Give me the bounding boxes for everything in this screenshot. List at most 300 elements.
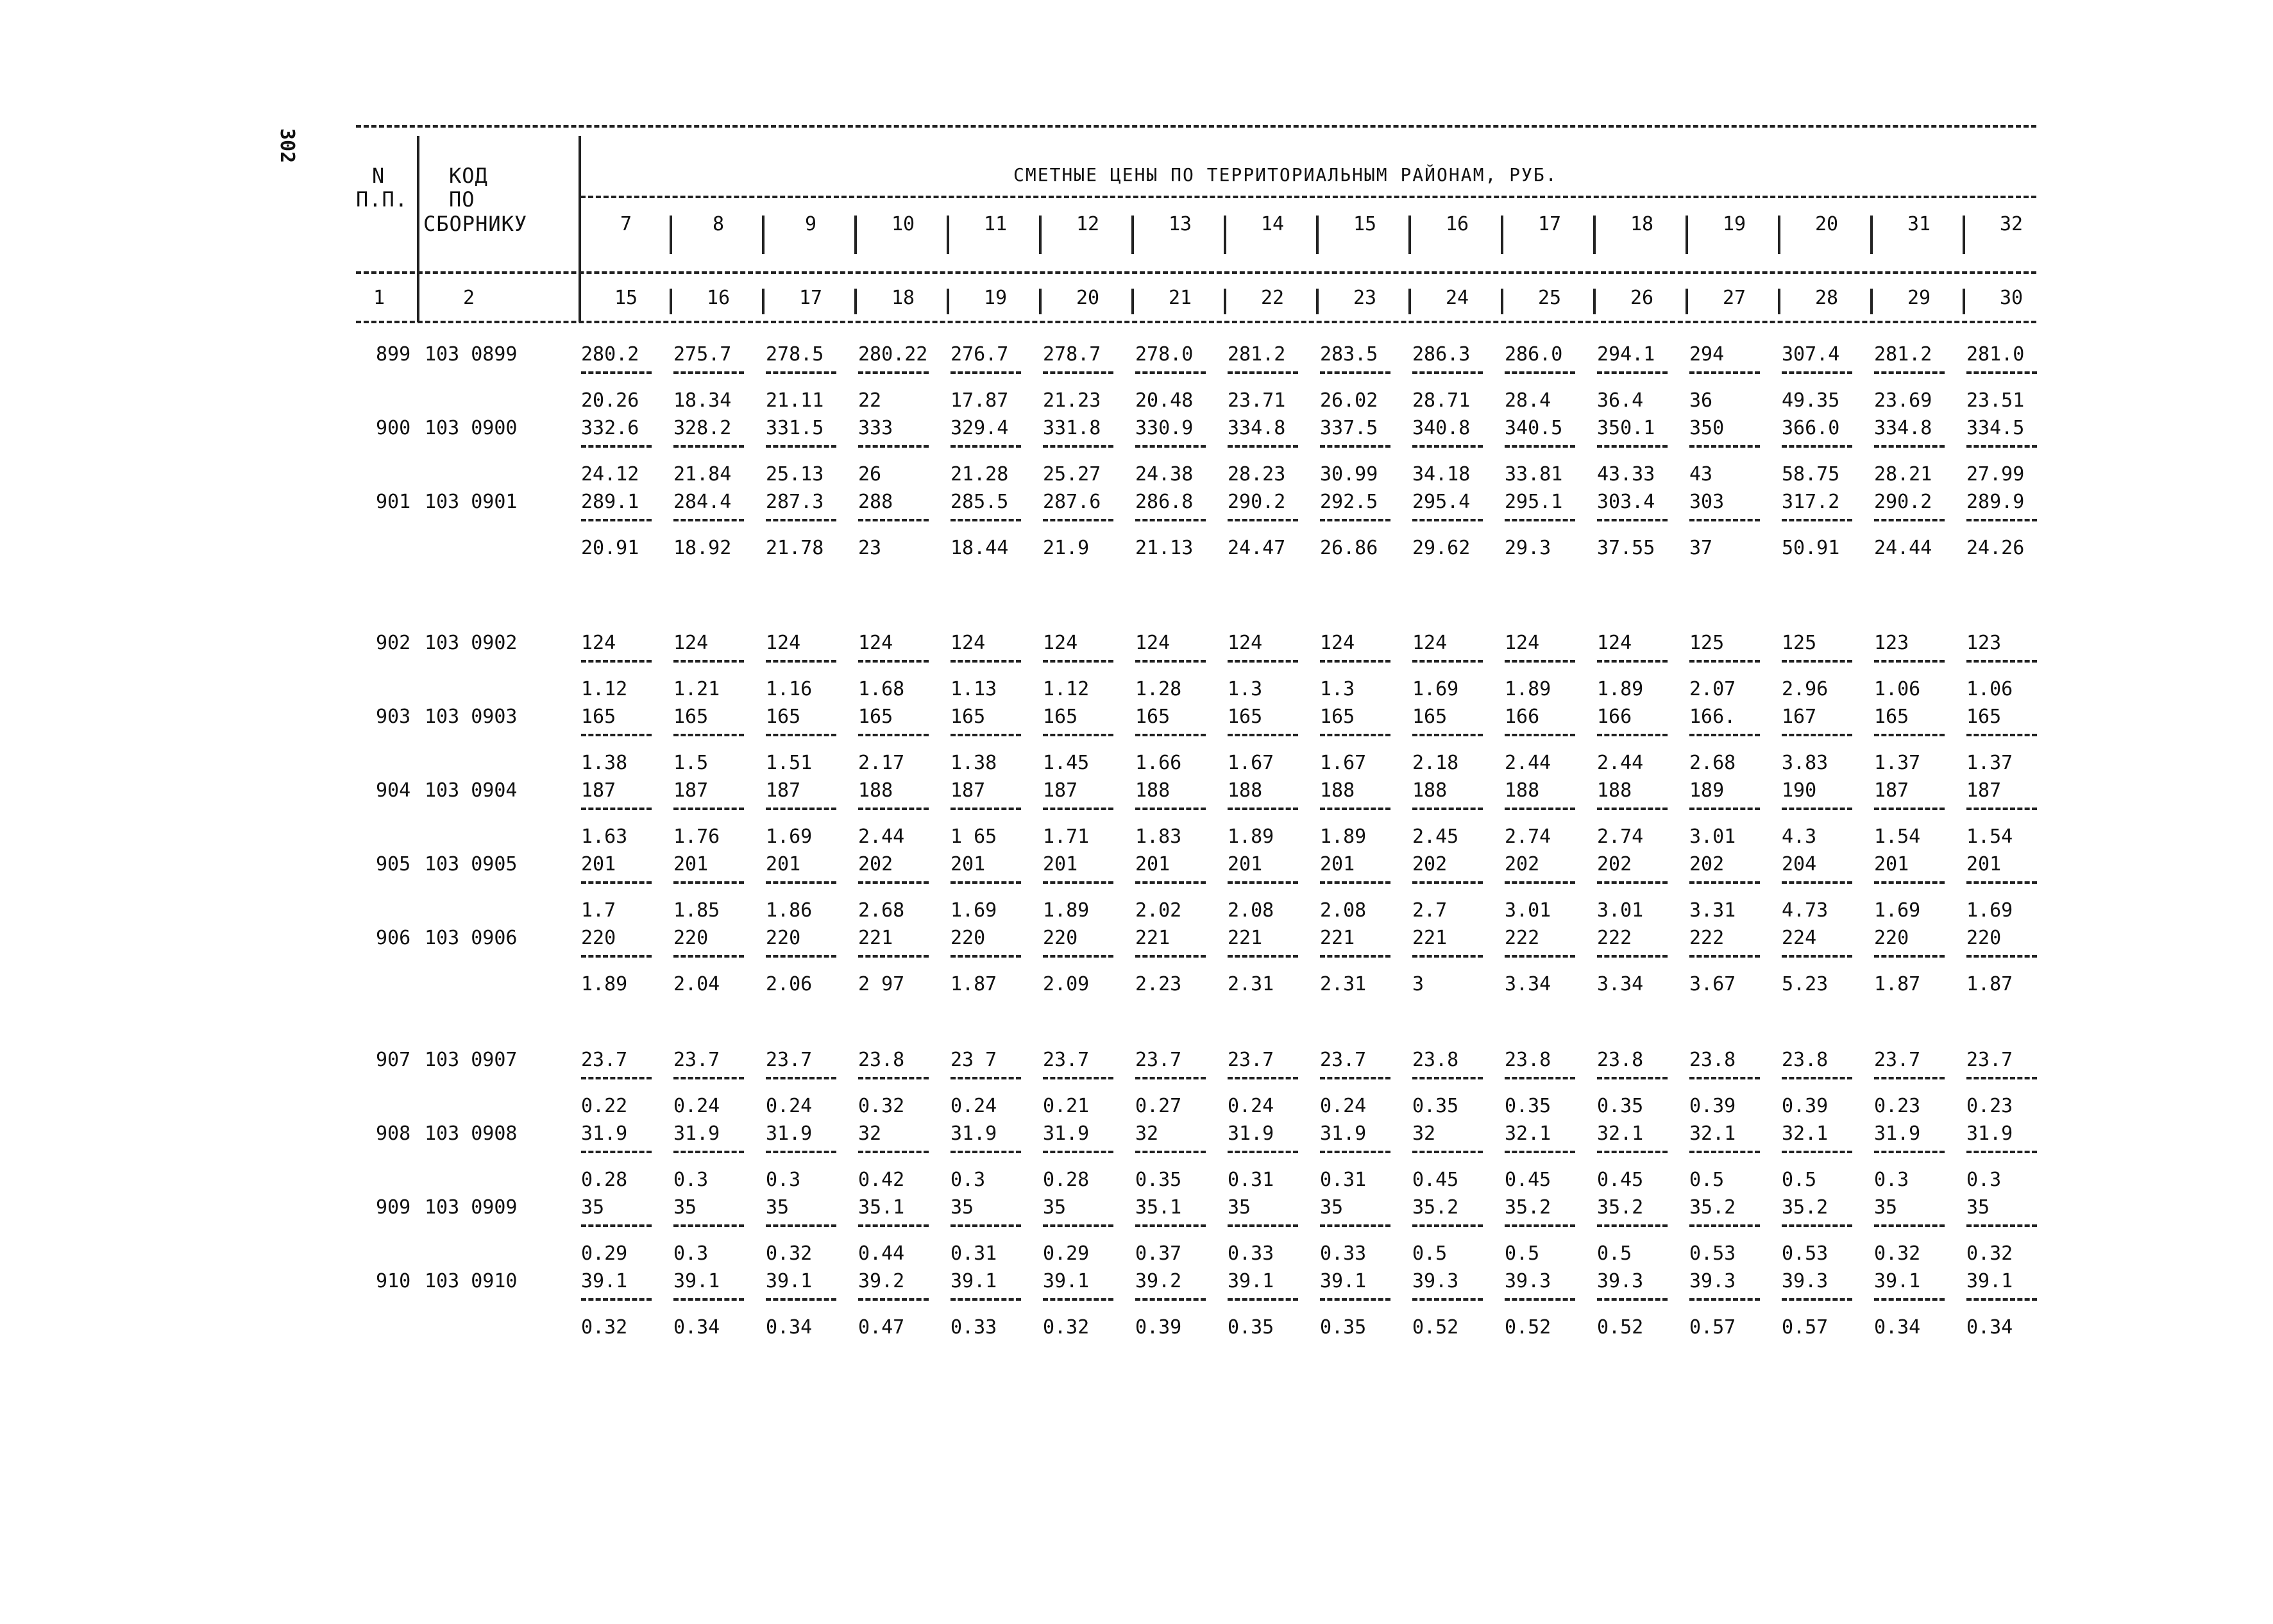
- value-divider: [951, 1298, 1021, 1301]
- value-divider: [1597, 808, 1668, 810]
- index-separator: [1501, 289, 1503, 314]
- price-value: 280.22: [858, 343, 928, 366]
- value-divider: [1043, 1077, 1113, 1079]
- value-divider: [766, 808, 836, 810]
- price-sub-value: 1.45: [1043, 752, 1090, 774]
- price-sub-value: 0.32: [1043, 1316, 1090, 1339]
- price-value: 202: [1412, 853, 1448, 875]
- value-divider: [951, 734, 1021, 736]
- price-sub-value: 1.69: [1874, 899, 1921, 922]
- price-sub-value: 0.21: [1043, 1095, 1090, 1117]
- value-divider: [858, 955, 929, 958]
- value-divider: [1228, 660, 1298, 663]
- column-index: 19: [983, 287, 1008, 309]
- value-divider: [1135, 1224, 1206, 1227]
- value-divider: [1228, 734, 1298, 736]
- price-sub-value: 0.35: [1412, 1095, 1459, 1117]
- value-divider: [766, 371, 836, 374]
- price-sub-value: 1.06: [1874, 678, 1921, 700]
- price-sub-value: 33.81: [1505, 463, 1563, 486]
- price-value: 280.2: [581, 343, 639, 366]
- price-sub-value: 1.69: [951, 899, 997, 922]
- header-pp-label: П.П.: [356, 187, 409, 212]
- price-sub-value: 0.5: [1412, 1242, 1448, 1265]
- value-divider: [766, 881, 836, 884]
- price-value: 187: [581, 779, 616, 802]
- price-sub-value: 23: [858, 537, 882, 559]
- value-divider: [1228, 1151, 1298, 1153]
- district-number: 17: [1537, 213, 1562, 235]
- value-divider: [1320, 371, 1390, 374]
- value-divider: [1782, 808, 1852, 810]
- column-index: 21: [1168, 287, 1192, 309]
- price-value: 32.1: [1597, 1122, 1644, 1145]
- price-sub-value: 1.69: [1412, 678, 1459, 700]
- value-divider: [858, 660, 929, 663]
- district-separator: [1686, 216, 1688, 254]
- price-sub-value: 1.37: [1966, 752, 2013, 774]
- price-sub-value: 0.35: [1597, 1095, 1644, 1117]
- price-value: 35: [1043, 1196, 1067, 1219]
- value-divider: [1412, 371, 1483, 374]
- value-divider: [951, 371, 1021, 374]
- price-value: 23.7: [581, 1049, 628, 1071]
- price-value: 221: [858, 927, 893, 949]
- price-value: 201: [1874, 853, 1909, 875]
- price-value: 124: [673, 632, 709, 654]
- price-value: 295.1: [1505, 491, 1563, 513]
- value-divider: [1505, 955, 1575, 958]
- price-sub-value: 2.18: [1412, 752, 1459, 774]
- index-separator: [1963, 289, 1965, 314]
- value-divider: [1966, 660, 2037, 663]
- value-divider: [1689, 371, 1760, 374]
- price-sub-value: 2.44: [1597, 752, 1644, 774]
- price-sub-value: 1.66: [1135, 752, 1182, 774]
- price-value: 275.7: [673, 343, 732, 366]
- header-collection-label: СБОРНИКУ: [423, 212, 528, 236]
- price-value: 331.8: [1043, 417, 1101, 439]
- price-sub-value: 17.87: [951, 389, 1009, 412]
- price-sub-value: 2.7: [1412, 899, 1448, 922]
- value-divider: [1320, 1298, 1390, 1301]
- price-sub-value: 0.23: [1874, 1095, 1921, 1117]
- price-value: 337.5: [1320, 417, 1378, 439]
- price-sub-value: 0.35: [1320, 1316, 1367, 1339]
- price-value: 124: [858, 632, 893, 654]
- value-divider: [1782, 1224, 1852, 1227]
- row-number: 900: [376, 417, 411, 439]
- price-value: 39.3: [1412, 1270, 1459, 1292]
- price-sub-value: 0.39: [1135, 1316, 1182, 1339]
- price-value: 286.8: [1135, 491, 1194, 513]
- price-value: 284.4: [673, 491, 732, 513]
- value-divider: [1689, 1224, 1760, 1227]
- value-divider: [581, 955, 652, 958]
- price-sub-value: 0.57: [1689, 1316, 1736, 1339]
- value-divider: [1782, 660, 1852, 663]
- price-sub-value: 2.06: [766, 973, 813, 995]
- header-number-label: N: [372, 164, 385, 188]
- index-separator: [947, 289, 949, 314]
- price-sub-value: 1.38: [951, 752, 997, 774]
- price-sub-value: 1.87: [1874, 973, 1921, 995]
- price-value: 202: [1505, 853, 1540, 875]
- price-sub-value: 1.76: [673, 825, 720, 848]
- price-sub-value: 0.32: [858, 1095, 905, 1117]
- column-index: 16: [706, 287, 731, 309]
- value-divider: [766, 734, 836, 736]
- value-divider: [1782, 1151, 1852, 1153]
- price-sub-value: 26.02: [1320, 389, 1378, 412]
- row-number: 901: [376, 491, 411, 513]
- price-value: 303: [1689, 491, 1725, 513]
- price-sub-value: 1.85: [673, 899, 720, 922]
- column-index: 18: [891, 287, 915, 309]
- index-separator: [762, 289, 765, 314]
- price-sub-value: 2 97: [858, 973, 905, 995]
- price-sub-value: 24.44: [1874, 537, 1932, 559]
- price-value: 31.9: [1320, 1122, 1367, 1145]
- price-sub-value: 0.27: [1135, 1095, 1182, 1117]
- price-value: 221: [1320, 927, 1355, 949]
- price-value: 220: [1043, 927, 1078, 949]
- price-sub-value: 21.13: [1135, 537, 1194, 559]
- price-value: 220: [951, 927, 986, 949]
- district-number: 16: [1445, 213, 1469, 235]
- district-number: 15: [1353, 213, 1377, 235]
- value-divider: [1689, 1298, 1760, 1301]
- price-value: 201: [1966, 853, 2002, 875]
- price-value: 295.4: [1412, 491, 1471, 513]
- row-number: 910: [376, 1270, 411, 1292]
- price-value: 35: [766, 1196, 790, 1219]
- price-value: 332.6: [581, 417, 639, 439]
- price-value: 204: [1782, 853, 1817, 875]
- price-value: 220: [581, 927, 616, 949]
- price-sub-value: 1.12: [1043, 678, 1090, 700]
- price-value: 39.3: [1505, 1270, 1551, 1292]
- value-divider: [673, 519, 744, 521]
- price-sub-value: 0.5: [1505, 1242, 1540, 1265]
- price-value: 290.2: [1874, 491, 1932, 513]
- price-value: 23.8: [1597, 1049, 1644, 1071]
- price-value: 31.9: [581, 1122, 628, 1145]
- price-sub-value: 2.68: [858, 899, 905, 922]
- price-value: 39.1: [673, 1270, 720, 1292]
- price-sub-value: 0.35: [1505, 1095, 1551, 1117]
- price-value: 124: [1412, 632, 1448, 654]
- price-value: 35.2: [1412, 1196, 1459, 1219]
- value-divider: [766, 445, 836, 448]
- price-sub-value: 2.31: [1228, 973, 1274, 995]
- price-sub-value: 5.23: [1782, 973, 1829, 995]
- price-value: 165: [1412, 706, 1448, 728]
- value-divider: [1597, 734, 1668, 736]
- value-divider: [1228, 445, 1298, 448]
- price-value: 31.9: [673, 1122, 720, 1145]
- header-po-label: ПО: [449, 187, 475, 212]
- price-value: 39.1: [1228, 1270, 1274, 1292]
- price-value: 165: [581, 706, 616, 728]
- price-sub-value: 0.34: [766, 1316, 813, 1339]
- value-divider: [581, 519, 652, 521]
- price-value: 201: [951, 853, 986, 875]
- value-divider: [1043, 519, 1113, 521]
- price-value: 290.2: [1228, 491, 1286, 513]
- value-divider: [1320, 881, 1390, 884]
- value-divider: [1412, 445, 1483, 448]
- price-value: 222: [1597, 927, 1632, 949]
- price-sub-value: 1 65: [951, 825, 997, 848]
- price-value: 294.1: [1597, 343, 1655, 366]
- price-value: 39.1: [766, 1270, 813, 1292]
- header-title-rule: [580, 196, 2036, 198]
- district-separator: [762, 216, 765, 254]
- value-divider: [1320, 445, 1390, 448]
- value-divider: [1597, 1077, 1668, 1079]
- district-separator: [1870, 216, 1873, 254]
- value-divider: [1782, 1077, 1852, 1079]
- price-sub-value: 36.4: [1597, 389, 1644, 412]
- value-divider: [1689, 445, 1760, 448]
- price-value: 307.4: [1782, 343, 1840, 366]
- price-sub-value: 23.51: [1966, 389, 2025, 412]
- price-value: 23 7: [951, 1049, 997, 1071]
- value-divider: [581, 660, 652, 663]
- price-value: 35: [581, 1196, 605, 1219]
- price-sub-value: 21.84: [673, 463, 732, 486]
- price-sub-value: 28.71: [1412, 389, 1471, 412]
- value-divider: [1689, 519, 1760, 521]
- price-sub-value: 1.3: [1320, 678, 1355, 700]
- value-divider: [1782, 1298, 1852, 1301]
- district-separator: [1224, 216, 1226, 254]
- value-divider: [1874, 1077, 1945, 1079]
- value-divider: [951, 1224, 1021, 1227]
- value-divider: [673, 445, 744, 448]
- value-divider: [1320, 1077, 1390, 1079]
- value-divider: [1782, 519, 1852, 521]
- price-value: 35: [673, 1196, 697, 1219]
- price-sub-value: 29.62: [1412, 537, 1471, 559]
- value-divider: [1689, 881, 1760, 884]
- price-sub-value: 0.33: [951, 1316, 997, 1339]
- value-divider: [1689, 1077, 1760, 1079]
- price-value: 188: [1412, 779, 1448, 802]
- column-index: 15: [614, 287, 638, 309]
- price-sub-value: 1.89: [1597, 678, 1644, 700]
- row-number: 903: [376, 706, 411, 728]
- value-divider: [1135, 1077, 1206, 1079]
- value-divider: [1412, 808, 1483, 810]
- price-value: 201: [766, 853, 801, 875]
- price-value: 166: [1597, 706, 1632, 728]
- price-sub-value: 28.4: [1505, 389, 1551, 412]
- price-value: 201: [581, 853, 616, 875]
- value-divider: [1966, 1298, 2037, 1301]
- value-divider: [1412, 519, 1483, 521]
- price-value: 35.1: [858, 1196, 905, 1219]
- value-divider: [1782, 881, 1852, 884]
- price-value: 334.8: [1874, 417, 1932, 439]
- price-value: 31.9: [1874, 1122, 1921, 1145]
- value-divider: [1043, 955, 1113, 958]
- price-value: 340.5: [1505, 417, 1563, 439]
- price-value: 201: [1043, 853, 1078, 875]
- value-divider: [1412, 1224, 1483, 1227]
- price-value: 317.2: [1782, 491, 1840, 513]
- value-divider: [1135, 445, 1206, 448]
- price-value: 165: [766, 706, 801, 728]
- price-value: 39.3: [1782, 1270, 1829, 1292]
- price-value: 334.5: [1966, 417, 2025, 439]
- value-divider: [1320, 519, 1390, 521]
- value-divider: [858, 445, 929, 448]
- price-sub-value: 0.3: [673, 1242, 709, 1265]
- price-value: 124: [1505, 632, 1540, 654]
- value-divider: [673, 660, 744, 663]
- price-value: 222: [1505, 927, 1540, 949]
- price-sub-value: 0.28: [1043, 1169, 1090, 1191]
- price-sub-value: 1.54: [1966, 825, 2013, 848]
- price-sub-value: 0.29: [581, 1242, 628, 1265]
- index-separator: [1039, 289, 1042, 314]
- price-value: 39.3: [1597, 1270, 1644, 1292]
- row-number: 908: [376, 1122, 411, 1145]
- value-divider: [951, 1077, 1021, 1079]
- header-district-rule: [356, 271, 2036, 274]
- price-value: 221: [1412, 927, 1448, 949]
- price-sub-value: 0.35: [1228, 1316, 1274, 1339]
- price-sub-value: 1.83: [1135, 825, 1182, 848]
- price-value: 187: [673, 779, 709, 802]
- price-sub-value: 29.3: [1505, 537, 1551, 559]
- price-value: 23.8: [1782, 1049, 1829, 1071]
- price-sub-value: 20.91: [581, 537, 639, 559]
- price-sub-value: 0.57: [1782, 1316, 1829, 1339]
- value-divider: [1043, 371, 1113, 374]
- price-value: 350: [1689, 417, 1725, 439]
- row-code: 103 0902: [425, 632, 518, 654]
- price-sub-value: 0.45: [1412, 1169, 1459, 1191]
- price-value: 124: [1597, 632, 1632, 654]
- price-sub-value: 25.13: [766, 463, 824, 486]
- value-divider: [1412, 1077, 1483, 1079]
- value-divider: [1597, 519, 1668, 521]
- value-divider: [1320, 955, 1390, 958]
- value-divider: [1043, 1298, 1113, 1301]
- price-sub-value: 2.08: [1320, 899, 1367, 922]
- column-index: 29: [1907, 287, 1931, 309]
- price-value: 124: [1228, 632, 1263, 654]
- district-separator: [1039, 216, 1042, 254]
- value-divider: [673, 1151, 744, 1153]
- value-divider: [858, 519, 929, 521]
- value-divider: [673, 371, 744, 374]
- value-divider: [766, 1151, 836, 1153]
- price-sub-value: 3.31: [1689, 899, 1736, 922]
- value-divider: [581, 1224, 652, 1227]
- value-divider: [1966, 1077, 2037, 1079]
- price-sub-value: 0.3: [766, 1169, 801, 1191]
- value-divider: [858, 1077, 929, 1079]
- value-divider: [766, 519, 836, 521]
- price-value: 124: [1135, 632, 1170, 654]
- value-divider: [581, 881, 652, 884]
- value-divider: [1505, 660, 1575, 663]
- value-divider: [858, 734, 929, 736]
- price-value: 23.8: [1412, 1049, 1459, 1071]
- price-value: 165: [858, 706, 893, 728]
- price-value: 292.5: [1320, 491, 1378, 513]
- price-sub-value: 43.33: [1597, 463, 1655, 486]
- row-number: 907: [376, 1049, 411, 1071]
- price-value: 278.7: [1043, 343, 1101, 366]
- price-value: 201: [1228, 853, 1263, 875]
- price-value: 124: [951, 632, 986, 654]
- price-value: 167: [1782, 706, 1817, 728]
- price-value: 289.9: [1966, 491, 2025, 513]
- price-value: 201: [1135, 853, 1170, 875]
- price-value: 221: [1228, 927, 1263, 949]
- value-divider: [1043, 1224, 1113, 1227]
- index-separator: [1778, 289, 1780, 314]
- value-divider: [1597, 371, 1668, 374]
- price-value: 39.2: [1135, 1270, 1182, 1292]
- price-sub-value: 1.68: [858, 678, 905, 700]
- price-value: 278.5: [766, 343, 824, 366]
- price-sub-value: 3.01: [1505, 899, 1551, 922]
- price-sub-value: 1.51: [766, 752, 813, 774]
- price-sub-value: 3.83: [1782, 752, 1829, 774]
- price-value: 23.7: [673, 1049, 720, 1071]
- price-value: 334.8: [1228, 417, 1286, 439]
- price-sub-value: 3.34: [1597, 973, 1644, 995]
- price-sub-value: 2.17: [858, 752, 905, 774]
- price-sub-value: 1.13: [951, 678, 997, 700]
- value-divider: [1412, 881, 1483, 884]
- price-sub-value: 4.3: [1782, 825, 1817, 848]
- price-sub-value: 21.9: [1043, 537, 1090, 559]
- price-sub-value: 18.34: [673, 389, 732, 412]
- value-divider: [673, 1224, 744, 1227]
- price-sub-value: 0.29: [1043, 1242, 1090, 1265]
- price-sub-value: 0.3: [1874, 1169, 1909, 1191]
- price-value: 331.5: [766, 417, 824, 439]
- price-value: 221: [1135, 927, 1170, 949]
- district-separator: [1501, 216, 1503, 254]
- value-divider: [1966, 734, 2037, 736]
- value-divider: [1505, 1077, 1575, 1079]
- value-divider: [673, 734, 744, 736]
- price-sub-value: 0.45: [1597, 1169, 1644, 1191]
- value-divider: [1320, 1151, 1390, 1153]
- value-divider: [1135, 734, 1206, 736]
- value-divider: [1597, 1298, 1668, 1301]
- price-sub-value: 23.69: [1874, 389, 1932, 412]
- value-divider: [951, 445, 1021, 448]
- value-divider: [1782, 371, 1852, 374]
- price-sub-value: 0.52: [1412, 1316, 1459, 1339]
- price-sub-value: 0.28: [581, 1169, 628, 1191]
- price-value: 39.1: [1966, 1270, 2013, 1292]
- price-sub-value: 1.38: [581, 752, 628, 774]
- value-divider: [951, 955, 1021, 958]
- value-divider: [1874, 519, 1945, 521]
- index-separator: [1408, 289, 1411, 314]
- price-sub-value: 20.48: [1135, 389, 1194, 412]
